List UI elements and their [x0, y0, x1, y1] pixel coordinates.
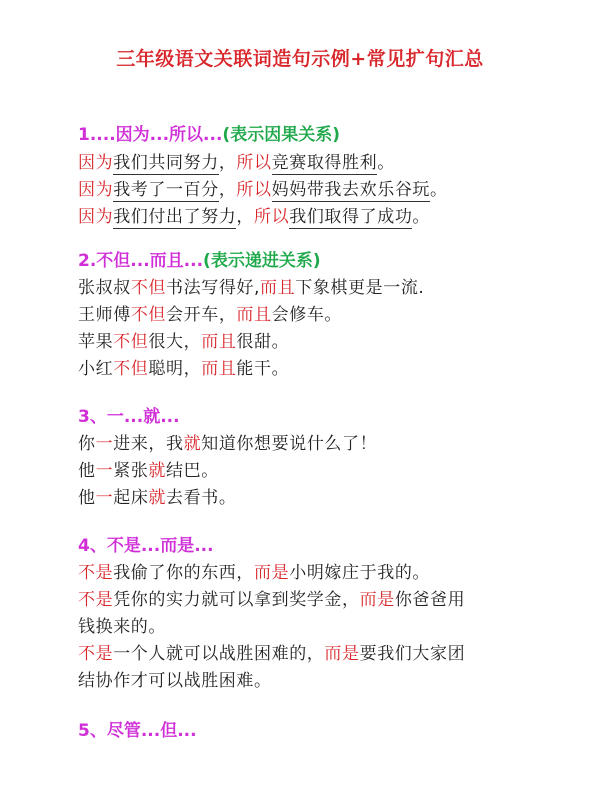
section-heading-text: 1....因为...所以...: [78, 125, 223, 145]
keyword: 就: [148, 488, 167, 508]
text-segment: 要我们大家团: [359, 644, 466, 664]
text-segment: 你: [78, 434, 96, 454]
text-segment: 凭你的实力就可以拿到奖学金，: [113, 590, 360, 610]
keyword: 而是: [254, 563, 290, 583]
text-segment: 进来，我: [113, 434, 184, 454]
sentence-line: [78, 456, 219, 481]
keyword: 因为: [78, 207, 114, 227]
keyword: 而且: [201, 359, 237, 379]
sentence-line: [78, 666, 272, 691]
section-5-heading: [78, 716, 197, 741]
text-segment: 起床: [113, 488, 149, 508]
keyword: 不但: [113, 332, 149, 352]
underlined-phrase: 我们付出了努力: [113, 207, 237, 227]
text-segment: 。: [430, 180, 448, 200]
text-segment: ，: [218, 153, 237, 173]
text-segment: 你爸爸用: [394, 590, 466, 610]
section-heading-text: 5、尽管...但...: [78, 721, 197, 741]
underlined-phrase: 我们共同努力: [113, 153, 219, 173]
sentence-line: [78, 300, 342, 325]
text-segment: 结协作才可以战胜困难。: [78, 671, 272, 691]
text-segment: 紧张: [113, 461, 149, 481]
text-segment: 苹果: [78, 332, 114, 352]
keyword: 不但: [113, 359, 149, 379]
sentence-line: [78, 354, 289, 379]
text-segment: 王师傅: [78, 305, 131, 325]
sentence-line: [78, 612, 166, 637]
keyword: 因为: [78, 180, 114, 200]
text-segment: 他: [78, 488, 96, 508]
sentence-line: [78, 327, 289, 352]
keyword: 而且: [236, 305, 272, 325]
keyword: 不但: [130, 278, 167, 298]
text-segment: ，: [218, 180, 237, 200]
text-segment: 结巴。: [166, 461, 219, 481]
text-segment: 很甜。: [236, 332, 290, 352]
section-heading-text: 4、不是...而是...: [78, 536, 214, 556]
text-segment: 我偷了你的东西，: [113, 563, 255, 583]
keyword: 一: [95, 488, 114, 508]
text-segment: 知道你想要说什么了！: [201, 434, 378, 454]
section-heading-text: 2.不但...而且...: [78, 251, 204, 271]
sentence-line: [78, 273, 424, 298]
keyword: 就: [183, 434, 202, 454]
section-note: (表示递进关系): [203, 251, 321, 271]
underlined-phrase: 妈妈带我去欢乐谷玩: [271, 180, 431, 200]
section-4-heading: [78, 531, 214, 556]
underlined-phrase: 我考了一百分: [113, 180, 219, 200]
keyword: 所以: [236, 153, 272, 173]
keyword: 所以: [236, 180, 272, 200]
text-segment: 。: [412, 207, 431, 227]
sentence-line: [78, 175, 448, 200]
keyword: 而且: [201, 332, 237, 352]
section-2-heading: [78, 246, 321, 271]
text-segment: 会修车。: [271, 305, 343, 325]
text-segment: 一个人就可以战胜困难的，: [113, 644, 325, 664]
section-1-heading: [78, 120, 340, 145]
keyword: 就: [148, 461, 167, 481]
keyword: 因为: [78, 153, 114, 173]
section-heading-text: 3、一...就...: [78, 407, 180, 427]
keyword: 而是: [359, 590, 395, 610]
text-segment: 下象棋更是一流.: [295, 278, 425, 298]
underlined-phrase: 我们取得了成功: [289, 207, 413, 227]
text-segment: 他: [78, 461, 96, 481]
text-segment: 能干。: [236, 359, 290, 379]
text-segment: 钱换来的。: [78, 617, 166, 637]
keyword: 不是: [78, 563, 114, 583]
text-segment: 张叔叔: [78, 278, 131, 298]
text-segment: ，: [236, 207, 255, 227]
sentence-line: [78, 148, 395, 173]
text-segment: 小红: [78, 359, 114, 379]
text-segment: 聪明，: [148, 359, 202, 379]
page-title: 三年级语文关联词造句示例+常见扩句汇总: [116, 48, 484, 70]
sentence-line: [78, 558, 430, 583]
sentence-line: [78, 483, 236, 508]
text-segment: 小明嫁庄于我的。: [289, 563, 431, 583]
section-note: (表示因果关系): [222, 125, 340, 145]
underlined-phrase: 竞赛取得胜利: [271, 153, 378, 173]
keyword: 一: [95, 434, 114, 454]
keyword: 不是: [78, 590, 114, 610]
section-3-heading: [78, 402, 180, 427]
keyword: 不但: [130, 305, 167, 325]
sentence-line: [78, 639, 465, 664]
keyword: 而是: [324, 644, 360, 664]
sentence-line: [78, 429, 377, 454]
sentence-line: [78, 202, 430, 227]
keyword: 所以: [254, 207, 290, 227]
text-segment: 会开车，: [166, 305, 237, 325]
keyword: 一: [95, 461, 114, 481]
text-segment: 。: [377, 153, 395, 173]
text-segment: 很大，: [148, 332, 202, 352]
text-segment: 书法写得好,: [166, 278, 261, 298]
keyword: 不是: [78, 644, 114, 664]
text-segment: 去看书。: [166, 488, 237, 508]
keyword: 而且: [260, 278, 296, 298]
sentence-line: [78, 585, 465, 610]
